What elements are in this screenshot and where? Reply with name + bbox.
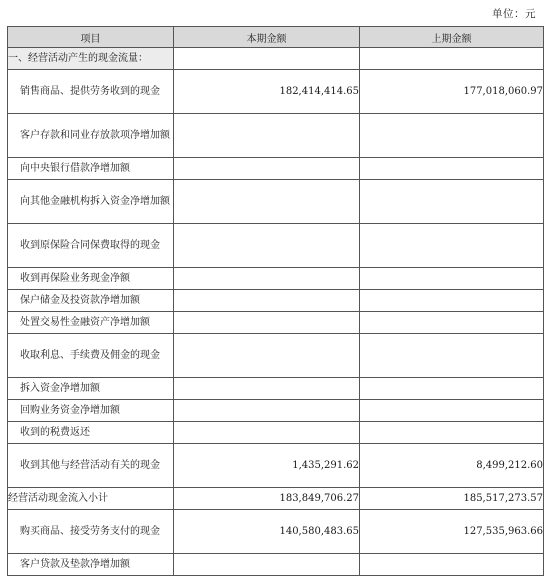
table-row <box>8 158 544 180</box>
previous-amount <box>360 290 544 312</box>
header-item: 项目 <box>8 27 174 48</box>
row-label: 处置交易性金融资产净增加额 <box>8 312 174 334</box>
previous-amount <box>360 158 544 180</box>
table-row <box>8 268 544 290</box>
row-label: 向中央银行借款净增加额 <box>8 158 174 180</box>
current-amount <box>174 224 360 268</box>
table-row <box>8 224 544 268</box>
row-label: 销售商品、提供劳务收到的现金 <box>8 70 174 114</box>
row-label: 收到原保险合同保费取得的现金 <box>8 224 174 268</box>
previous-amount: 177,018,060.97 <box>360 70 544 114</box>
previous-amount <box>360 48 544 70</box>
header-row <box>8 27 544 48</box>
header-current-amount: 本期金额 <box>174 27 360 48</box>
table-row <box>8 312 544 334</box>
table-row <box>8 290 544 312</box>
table-row <box>8 180 544 224</box>
previous-amount: 127,535,963.66 <box>360 510 544 554</box>
previous-amount <box>360 554 544 576</box>
table-row-subtotal <box>8 488 544 510</box>
current-amount: 140,580,483.65 <box>174 510 360 554</box>
row-label: 经营活动现金流入小计 <box>8 488 174 510</box>
current-amount <box>174 48 360 70</box>
current-amount <box>174 400 360 422</box>
table-row <box>8 554 544 576</box>
unit-label: 单位：元 <box>492 8 536 20</box>
current-amount <box>174 158 360 180</box>
current-amount: 183,849,706.27 <box>174 488 360 510</box>
previous-amount: 8,499,212.60 <box>360 444 544 488</box>
table-row <box>8 510 544 554</box>
row-label: 拆入资金净增加额 <box>8 378 174 400</box>
previous-amount <box>360 400 544 422</box>
row-label: 收到的税费返还 <box>8 422 174 444</box>
row-label: 收到再保险业务现金净额 <box>8 268 174 290</box>
table-row <box>8 400 544 422</box>
current-amount <box>174 290 360 312</box>
row-label: 客户贷款及垫款净增加额 <box>8 554 174 576</box>
row-label: 保户储金及投资款净增加额 <box>8 290 174 312</box>
current-amount: 1,435,291.62 <box>174 444 360 488</box>
row-label: 一、经营活动产生的现金流量： <box>8 48 174 70</box>
current-amount <box>174 312 360 334</box>
previous-amount <box>360 334 544 378</box>
previous-amount <box>360 224 544 268</box>
row-label: 客户存款和同业存放款项净增加额 <box>8 114 174 158</box>
current-amount <box>174 180 360 224</box>
current-amount <box>174 554 360 576</box>
current-amount <box>174 378 360 400</box>
row-label: 向其他金融机构拆入资金净增加额 <box>8 180 174 224</box>
table-row <box>8 70 544 114</box>
current-amount: 182,414,414.65 <box>174 70 360 114</box>
header-previous-amount: 上期金额 <box>360 27 544 48</box>
row-label: 收到其他与经营活动有关的现金 <box>8 444 174 488</box>
previous-amount <box>360 378 544 400</box>
table-row <box>8 334 544 378</box>
previous-amount <box>360 268 544 290</box>
cash-flow-table <box>7 26 544 576</box>
row-label: 回购业务资金净增加额 <box>8 400 174 422</box>
previous-amount <box>360 180 544 224</box>
row-label: 购买商品、接受劳务支付的现金 <box>8 510 174 554</box>
row-label: 收取利息、手续费及佣金的现金 <box>8 334 174 378</box>
table-row <box>8 48 544 70</box>
previous-amount <box>360 114 544 158</box>
current-amount <box>174 334 360 378</box>
previous-amount: 185,517,273.57 <box>360 488 544 510</box>
current-amount <box>174 422 360 444</box>
table-row <box>8 422 544 444</box>
previous-amount <box>360 312 544 334</box>
current-amount <box>174 268 360 290</box>
table-row <box>8 378 544 400</box>
table-row <box>8 114 544 158</box>
previous-amount <box>360 422 544 444</box>
table-row <box>8 444 544 488</box>
current-amount <box>174 114 360 158</box>
